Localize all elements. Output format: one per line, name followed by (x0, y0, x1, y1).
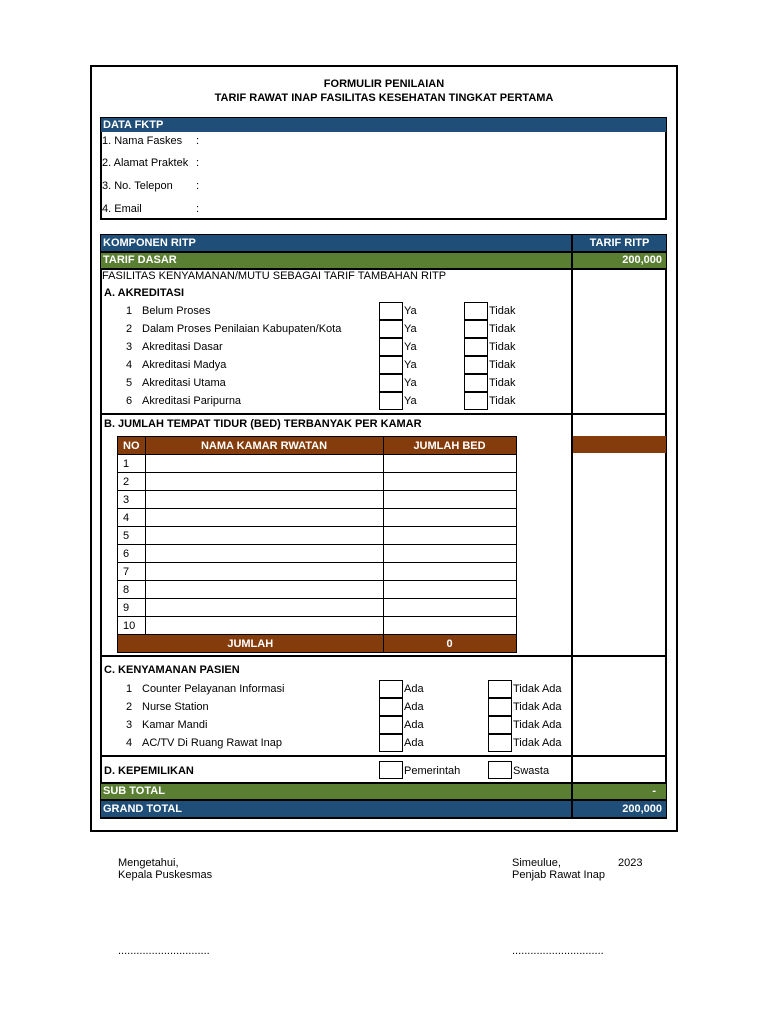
akreditasi-no: 6 (126, 395, 133, 407)
room-name-cell[interactable] (145, 491, 383, 509)
bed-col-count: JUMLAH BED (383, 437, 516, 455)
form-title-line1: FORMULIR PENILAIAN (323, 78, 445, 90)
fasilitas-note: FASILITAS KENYAMANAN/MUTU SEBAGAI TARIF TAMBAHAN RITP (102, 270, 447, 282)
akreditasi-no-checkbox[interactable] (464, 374, 488, 392)
kenyamanan-item-label: AC/TV Di Ruang Rawat Inap (142, 737, 283, 749)
kenyamanan-no: 4 (126, 737, 133, 749)
akreditasi-no-checkbox[interactable] (464, 338, 488, 356)
fktp-name-label: 1. Nama Faskes (102, 135, 183, 147)
room-name-cell[interactable] (145, 545, 383, 563)
table-row: 1 (118, 455, 517, 473)
akreditasi-no: 5 (126, 377, 133, 389)
bed-total-label: JUMLAH (118, 635, 384, 653)
bed-total-value: 0 (383, 635, 516, 653)
kenyamanan-no-checkbox[interactable] (488, 680, 512, 698)
bed-table (117, 436, 517, 653)
table-row: 6 (118, 545, 517, 563)
pemerintah-checkbox[interactable] (379, 761, 403, 779)
kenyamanan-yes-checkbox[interactable] (379, 680, 403, 698)
bed-count-cell[interactable] (383, 527, 516, 545)
akreditasi-item-label: Akreditasi Dasar (142, 341, 223, 353)
akreditasi-yes-label: Ya (404, 359, 417, 371)
fktp-phone-field[interactable] (206, 178, 661, 194)
fktp-phone-colon: : (196, 180, 200, 192)
sign-right-year: 2023 (618, 857, 643, 869)
fktp-name-colon: : (196, 135, 200, 147)
kenyamanan-yes-label: Ada (404, 701, 424, 713)
bed-count-cell[interactable] (383, 545, 516, 563)
bed-count-cell[interactable] (383, 617, 516, 635)
ritp-header-right: TARIF RITP (573, 235, 666, 251)
fktp-header: DATA FKTP (101, 118, 666, 132)
kenyamanan-no-label: Tidak Ada (513, 701, 562, 713)
table-row: 7 (118, 563, 517, 581)
room-name-cell[interactable] (145, 563, 383, 581)
akreditasi-no-checkbox[interactable] (464, 320, 488, 338)
room-name-cell[interactable] (145, 617, 383, 635)
kenyamanan-no-checkbox[interactable] (488, 698, 512, 716)
akreditasi-yes-checkbox[interactable] (379, 302, 403, 320)
table-row: 5 (118, 527, 517, 545)
kenyamanan-no-label: Tidak Ada (513, 683, 562, 695)
kenyamanan-item-label: Counter Pelayanan Informasi (142, 683, 285, 695)
akreditasi-no-checkbox[interactable] (464, 302, 488, 320)
kenyamanan-title: C. KENYAMANAN PASIEN (104, 664, 240, 676)
akreditasi-yes-label: Ya (404, 341, 417, 353)
bed-count-cell[interactable] (383, 455, 516, 473)
table-row: 9 (118, 599, 517, 617)
fktp-address-colon: : (196, 157, 200, 169)
sign-right-place: Simeulue, (512, 857, 561, 869)
bed-title: B. JUMLAH TEMPAT TIDUR (BED) TERBANYAK PER KAMAR (104, 418, 422, 430)
akreditasi-yes-checkbox[interactable] (379, 392, 403, 410)
akreditasi-no-label: Tidak (489, 305, 516, 317)
akreditasi-no-checkbox[interactable] (464, 392, 488, 410)
divider (101, 755, 666, 757)
akreditasi-no-label: Tidak (489, 341, 516, 353)
swasta-label: Swasta (513, 765, 550, 777)
akreditasi-no-label: Tidak (489, 359, 516, 371)
bed-count-cell[interactable] (383, 563, 516, 581)
akreditasi-yes-label: Ya (404, 323, 417, 335)
akreditasi-item-label: Akreditasi Utama (142, 377, 226, 389)
sign-left-dots: .............................. (118, 945, 210, 957)
fktp-address-field[interactable] (206, 155, 661, 171)
akreditasi-title: A. AKREDITASI (104, 287, 185, 299)
akreditasi-no: 4 (126, 359, 133, 371)
room-name-cell[interactable] (145, 599, 383, 617)
bed-col-name: NAMA KAMAR RWATAN (145, 437, 383, 455)
bed-count-cell[interactable] (383, 509, 516, 527)
ritp-column-divider (571, 234, 573, 819)
sign-right-dots: .............................. (512, 945, 604, 957)
bed-count-cell[interactable] (383, 599, 516, 617)
ritp-header-left: KOMPONEN RITP (101, 235, 571, 251)
subtotal-value: - (573, 784, 666, 799)
kenyamanan-item-label: Kamar Mandi (142, 719, 208, 731)
divider (101, 413, 666, 415)
grand-total-label: GRAND TOTAL (101, 801, 571, 817)
table-row: 8 (118, 581, 517, 599)
sign-left-line1: Mengetahui, (118, 857, 179, 869)
fktp-address-label: 2. Alamat Praktek (102, 157, 189, 169)
akreditasi-no: 2 (126, 323, 133, 335)
kenyamanan-no-label: Tidak Ada (513, 719, 562, 731)
kenyamanan-no: 2 (126, 701, 133, 713)
kenyamanan-yes-checkbox[interactable] (379, 734, 403, 752)
kenyamanan-no: 1 (126, 683, 133, 695)
kenyamanan-no: 3 (126, 719, 133, 731)
akreditasi-yes-label: Ya (404, 377, 417, 389)
tarif-dasar-value: 200,000 (573, 253, 666, 268)
bed-count-cell[interactable] (383, 491, 516, 509)
kenyamanan-item-label: Nurse Station (142, 701, 209, 713)
tarif-dasar-label: TARIF DASAR (101, 253, 571, 268)
table-row: 3 (118, 491, 517, 509)
form-title-line2: TARIF RAWAT INAP FASILITAS KESEHATAN TINGKAT PERTAMA (214, 92, 554, 104)
fktp-name-field[interactable] (206, 133, 661, 149)
fktp-email-colon: : (196, 203, 200, 215)
akreditasi-item-label: Belum Proses (142, 305, 211, 317)
pemerintah-label: Pemerintah (404, 765, 461, 777)
akreditasi-yes-checkbox[interactable] (379, 356, 403, 374)
bed-count-cell[interactable] (383, 473, 516, 491)
sign-right-line2: Penjab Rawat Inap (512, 869, 605, 881)
bed-col-no: NO (118, 437, 146, 455)
akreditasi-no-label: Tidak (489, 395, 516, 407)
grand-total-value: 200,000 (573, 801, 666, 817)
divider (101, 655, 666, 657)
room-name-cell[interactable] (145, 581, 383, 599)
bed-total-row (118, 635, 517, 653)
kenyamanan-no-checkbox[interactable] (488, 734, 512, 752)
kenyamanan-yes-checkbox[interactable] (379, 716, 403, 734)
akreditasi-item-label: Dalam Proses Penilaian Kabupaten/Kota (142, 323, 342, 335)
kepemilikan-title: D. KEPEMILIKAN (104, 765, 194, 777)
kenyamanan-yes-label: Ada (404, 683, 424, 695)
table-row: 2 (118, 473, 517, 491)
bed-tarif-cell (573, 436, 666, 453)
room-name-cell[interactable] (145, 509, 383, 527)
akreditasi-item-label: Akreditasi Paripurna (142, 395, 242, 407)
kenyamanan-no-checkbox[interactable] (488, 716, 512, 734)
room-name-cell[interactable] (145, 473, 383, 491)
fktp-email-field[interactable] (206, 201, 661, 217)
kenyamanan-yes-label: Ada (404, 737, 424, 749)
akreditasi-item-label: Akreditasi Madya (142, 359, 227, 371)
akreditasi-no: 3 (126, 341, 133, 353)
table-row: 10 (118, 617, 517, 635)
akreditasi-no-label: Tidak (489, 377, 516, 389)
fktp-phone-label: 3. No. Telepon (102, 180, 173, 192)
table-row: 4 (118, 509, 517, 527)
room-name-cell[interactable] (145, 455, 383, 473)
akreditasi-yes-label: Ya (404, 395, 417, 407)
sign-left-line2: Kepala Puskesmas (118, 869, 213, 881)
akreditasi-no-label: Tidak (489, 323, 516, 335)
room-name-cell[interactable] (145, 527, 383, 545)
akreditasi-no-checkbox[interactable] (464, 356, 488, 374)
fktp-email-label: 4. Email (102, 203, 142, 215)
akreditasi-yes-checkbox[interactable] (379, 320, 403, 338)
kenyamanan-yes-checkbox[interactable] (379, 698, 403, 716)
akreditasi-yes-label: Ya (404, 305, 417, 317)
kenyamanan-yes-label: Ada (404, 719, 424, 731)
akreditasi-yes-checkbox[interactable] (379, 338, 403, 356)
bed-count-cell[interactable] (383, 581, 516, 599)
akreditasi-yes-checkbox[interactable] (379, 374, 403, 392)
subtotal-label: SUB TOTAL (101, 784, 571, 799)
kenyamanan-no-label: Tidak Ada (513, 737, 562, 749)
akreditasi-no: 1 (126, 305, 133, 317)
swasta-checkbox[interactable] (488, 761, 512, 779)
